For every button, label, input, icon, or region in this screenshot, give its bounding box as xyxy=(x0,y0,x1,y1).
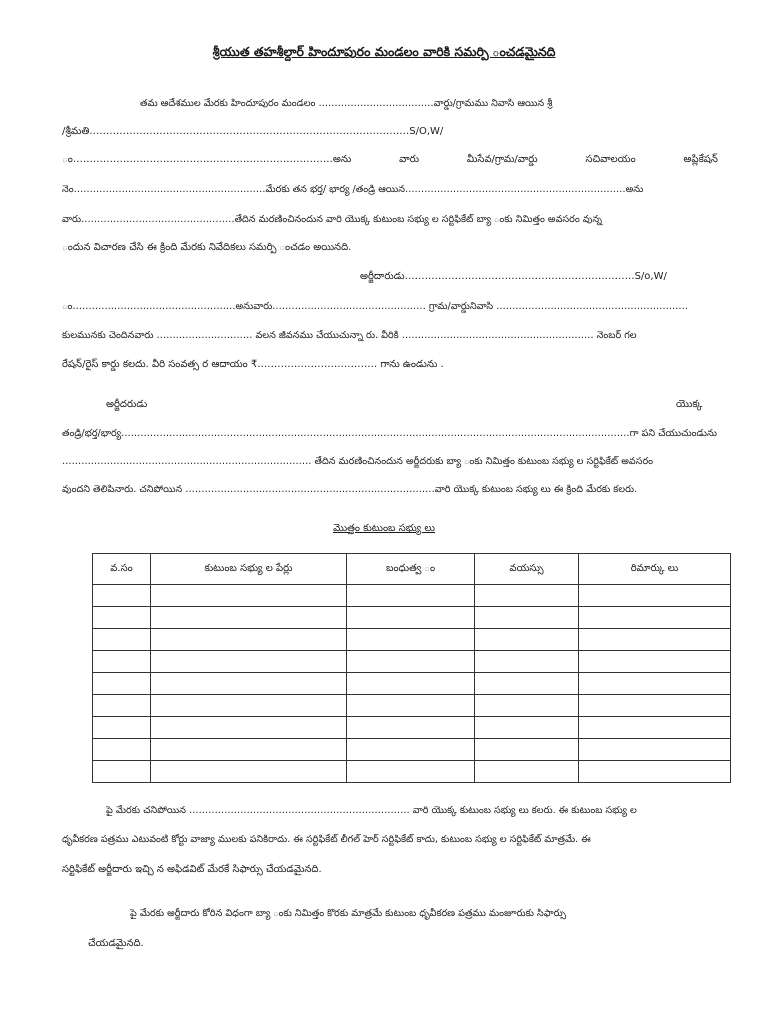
table-cell xyxy=(93,695,151,717)
table-cell xyxy=(93,607,151,629)
header-serial: వ.సం xyxy=(93,554,151,585)
para1-line5: వారు…………………………………………తేదిన మరణించినందున వారి యొక్క కుటుంబ సభ్యు ల సర్టిఫికేట్ బ్యా ంకు నిమిత్తం అవసరం వున్న xyxy=(62,214,602,225)
para2-line4: రేషన్/రైస్ కార్డు కలదు. వీరి సంవత్స ర ఆదాయం ₹……………………………… గాను ఉండును . xyxy=(62,359,444,370)
family-members-table xyxy=(92,553,731,783)
para3-line3: …………………………………………………………………… తేదిన మరణించినందున అర్జీదరుకు బ్యా ంకు నిమిత్తం కుటుంబ సభ్యు ల సర్టిఫికేట్ అవసరం xyxy=(62,456,654,467)
table-cell xyxy=(93,585,151,607)
para4-line1: పై మేరకు చనిపోయిన …………………………………………………………… వారి యొక్క కుటుంబ సభ్యు లు కలరు. ఈ కుటుంబ సభ్యు ల xyxy=(106,805,637,816)
table-cell xyxy=(475,585,579,607)
table-cell xyxy=(93,739,151,761)
table-cell xyxy=(579,629,731,651)
para3-line4: వుందని తెలిపినారు. చనిపోయిన ……………………………………………………………………వారి యొక్క కుటుంబ సభ్యు లు ఈ క్రింది మేరకు కలరు. xyxy=(62,484,638,495)
table-row xyxy=(93,585,731,607)
header-remarks: రిమార్కు లు xyxy=(579,554,731,585)
table-row xyxy=(93,651,731,673)
table-row xyxy=(93,607,731,629)
table-cell xyxy=(347,761,475,783)
table-header-row xyxy=(93,554,731,585)
table-cell xyxy=(93,651,151,673)
table-cell xyxy=(347,607,475,629)
para1-line6: ందున విచారణ చేసి ఈ క్రింది మేరకు నివేదికలు సమర్పి ంచడం అయినది. xyxy=(62,242,352,253)
para1-line3-part: సచివాలయం xyxy=(585,154,636,165)
para1-line3-part: వారు xyxy=(399,154,420,165)
table-row xyxy=(93,673,731,695)
para1-line1: తమ ఆదేశముల మేరకు హిందూపురం మండలం ………………………………వార్డు/గ్రామము నివాసి ఆయిన శ్రీ xyxy=(140,98,553,109)
header-relation: బంధుత్వ ం xyxy=(347,554,475,585)
table-cell xyxy=(151,585,347,607)
para3-line1-right: యొక్క xyxy=(676,399,703,410)
table-row xyxy=(93,739,731,761)
para1-line3-part: అప్లికేషన్ xyxy=(683,154,718,165)
para1-line2: /శ్రీమతి……………………………………………………………………………………S/O,W/ xyxy=(62,126,444,137)
table-cell xyxy=(151,651,347,673)
para4-line2: ధృవీకరణ పత్రము ఎటువంటి కోర్టు వాజ్యా ములకు పనికిరాదు. ఈ సర్టిఫికేట్ లీగల్ హెర్ సర్టిఫికేట్ కాదు, కుటుంబ సభ్యు ల సర్టిఫికేట్ మాత్రమే. ఈ xyxy=(62,834,591,845)
table-cell xyxy=(579,739,731,761)
table-cell xyxy=(93,629,151,651)
table-cell xyxy=(475,651,579,673)
para1-line3-part: మీసేవ/గ్రామ/వార్డు xyxy=(466,154,538,165)
header-member-name: కుటుంబ సభ్యు ల పేర్లు xyxy=(151,554,347,585)
table-cell xyxy=(475,607,579,629)
table-cell xyxy=(151,695,347,717)
table-cell xyxy=(347,651,475,673)
table-row xyxy=(93,629,731,651)
table-cell xyxy=(151,629,347,651)
para2-line1: అర్జీదారుడు……………………………………………………………S/o,W/ xyxy=(360,271,667,282)
table-cell xyxy=(579,607,731,629)
table-cell xyxy=(93,673,151,695)
table-cell xyxy=(151,739,347,761)
header-age: వయస్సు xyxy=(475,554,579,585)
table-cell xyxy=(475,695,579,717)
para5-line2: చేయడమైనది. xyxy=(88,938,144,949)
para4-line3: సర్టిఫికేట్ అర్జీదారు ఇచ్చి న అఫిడవిట్ మేరకే సిఫార్సు చేయడమైనది. xyxy=(62,864,322,875)
table-cell xyxy=(579,717,731,739)
table-cell xyxy=(151,717,347,739)
para2-line3: కులమునకు చెందినవారు ………………………… వలన జీవనము చేయుచున్నా రు. వీరికి …………………………………………………… నెంబర్ గల xyxy=(62,330,637,341)
para1-line4: నెం……………………………………………………మేరకు తన భర్త/ భార్య /తండ్రి ఆయిన……………………………………………………………అను xyxy=(62,184,644,195)
para3-line2: తండ్రి/భర్త/భార్య……………………………………………………………………………………………………………………………………………గా పని చేయుచుండును xyxy=(62,428,717,439)
table-row xyxy=(93,695,731,717)
table-row xyxy=(93,717,731,739)
table-cell xyxy=(151,607,347,629)
table-cell xyxy=(347,695,475,717)
document-title: శ్రీయుత తహశీల్దార్ హిందూపురం మండలం వారికి సమర్పి ంచడమైనది xyxy=(212,44,556,59)
table-cell xyxy=(347,717,475,739)
para1-line3-part: ం……………………………………………………………………అను xyxy=(62,154,352,165)
table-cell xyxy=(579,761,731,783)
table-cell xyxy=(93,761,151,783)
table-cell xyxy=(347,585,475,607)
table-cell xyxy=(347,673,475,695)
table-cell xyxy=(151,761,347,783)
table-cell xyxy=(151,673,347,695)
para3-line1-left: అర్జీదరుడు xyxy=(106,399,148,410)
table-cell xyxy=(347,629,475,651)
table-row xyxy=(93,761,731,783)
table-cell xyxy=(475,717,579,739)
table-cell xyxy=(579,585,731,607)
table-cell xyxy=(475,761,579,783)
table-cell xyxy=(93,717,151,739)
table-cell xyxy=(579,651,731,673)
table-cell xyxy=(475,629,579,651)
para1-line3 xyxy=(62,153,718,167)
table-cell xyxy=(475,739,579,761)
table-title: మొత్తం కుటుంబ సభ్యు లు xyxy=(333,523,435,534)
para2-line2: ం……………………………………………అనువారు………………………………………… గ్రామ/వార్డునివాసి …………………………………………………… xyxy=(62,301,688,312)
table-cell xyxy=(579,695,731,717)
table-cell xyxy=(579,673,731,695)
table-cell xyxy=(475,673,579,695)
para5-line1: పై మేరకు అర్జీదారు కోరిన విధంగా బ్యా ంకు నిమిత్తం కొరకు మాత్రమే కుటుంబ ధృవీకరణ పత్రము మంజూరుకు సిఫార్సు xyxy=(130,908,567,919)
table-cell xyxy=(347,739,475,761)
